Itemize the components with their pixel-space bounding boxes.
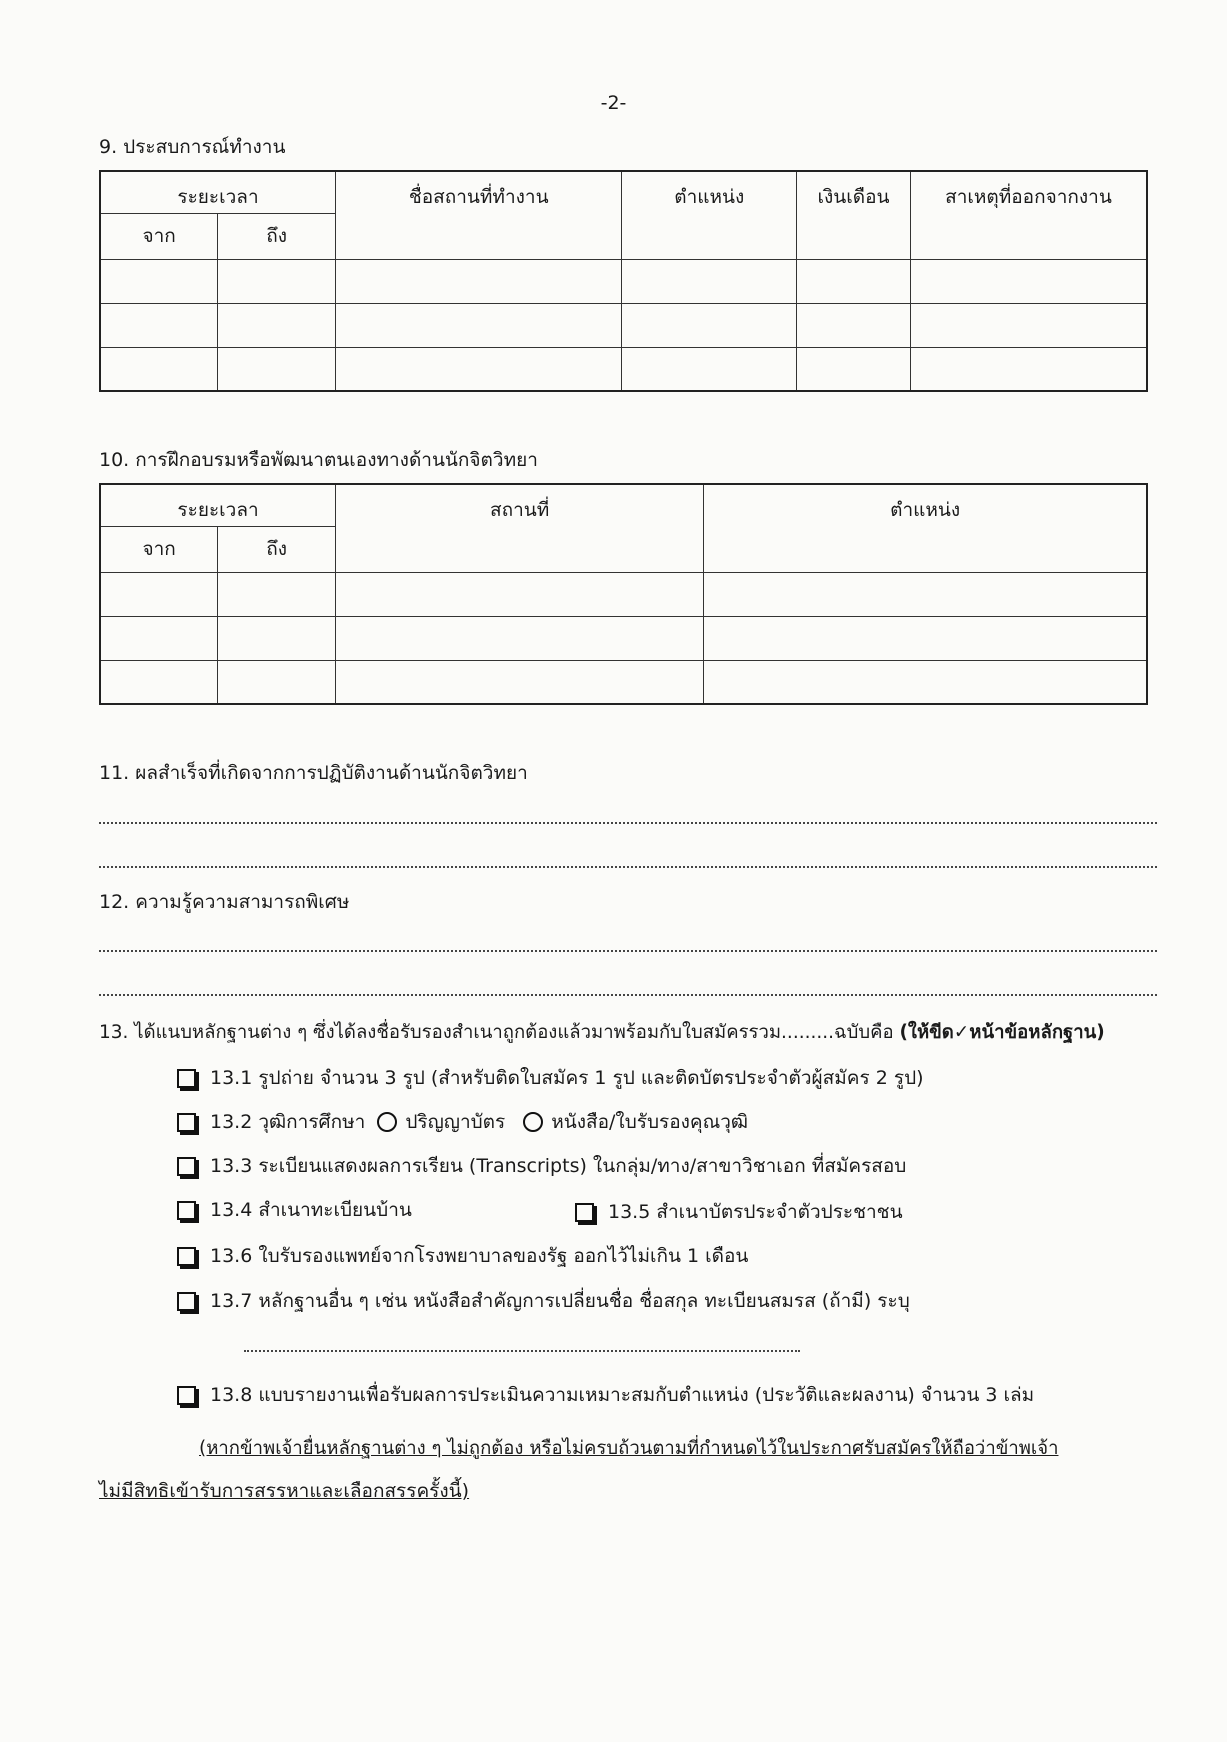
header-from: จาก xyxy=(100,526,218,572)
header-to: ถึง xyxy=(218,526,336,572)
to-cell[interactable] xyxy=(218,572,336,616)
header-salary: เงินเดือน xyxy=(797,171,911,259)
to-cell[interactable] xyxy=(218,303,336,347)
achievement-line-1[interactable] xyxy=(99,822,1157,824)
item-label: 13.1 รูปถ่าย จำนวน 3 รูป (สำหรับติดใบสมัคร 1 รูป และติดบัตรประจำตัวผู้สมัคร 2 รูป) xyxy=(210,1067,924,1089)
header-reason: สาเหตุที่ออกจากงาน xyxy=(910,171,1147,259)
from-cell[interactable] xyxy=(100,616,218,660)
section-10-title: 10. การฝึกอบรมหรือพัฒนาตนเองทางด้านนักจิตวิทยา xyxy=(99,449,538,471)
from-cell[interactable] xyxy=(100,303,218,347)
checkbox-icon[interactable] xyxy=(177,1201,196,1220)
from-cell[interactable] xyxy=(100,347,218,391)
document-item-13-1 xyxy=(177,1063,924,1093)
item-label: 13.3 ระเบียนแสดงผลการเรียน (Transcripts) ในกลุ่ม/ทาง/สาขาวิชาเอก ที่สมัครสอบ xyxy=(210,1155,907,1177)
reason-cell[interactable] xyxy=(910,347,1147,391)
checkbox-icon[interactable] xyxy=(575,1203,594,1222)
from-cell[interactable] xyxy=(100,259,218,303)
position-cell[interactable] xyxy=(704,572,1147,616)
workplace-cell[interactable] xyxy=(336,259,622,303)
position-cell[interactable] xyxy=(704,616,1147,660)
header-from: จาก xyxy=(100,213,218,259)
document-item-13-8 xyxy=(177,1380,1034,1410)
header-position: ตำแหน่ง xyxy=(704,484,1147,572)
disclaimer-line-2: ไม่มีสิทธิเข้ารับการสรรหาและเลือกสรรครั้งนี้) xyxy=(99,1480,470,1502)
option-certificate: หนังสือ/ใบรับรองคุณวุฒิ xyxy=(551,1111,749,1133)
document-item-13-7 xyxy=(177,1286,910,1316)
table-row xyxy=(100,303,1147,347)
table-row xyxy=(100,616,1147,660)
checkbox-icon[interactable] xyxy=(177,1292,196,1311)
to-cell[interactable] xyxy=(218,347,336,391)
checkbox-icon[interactable] xyxy=(177,1247,196,1266)
section-11-title: 11. ผลสำเร็จที่เกิดจากการปฏิบัติงานด้านนักจิตวิทยา xyxy=(99,762,528,784)
radio-circle-icon[interactable] xyxy=(377,1112,397,1132)
checkbox-icon[interactable] xyxy=(177,1157,196,1176)
document-item-13-5 xyxy=(575,1197,903,1227)
position-cell[interactable] xyxy=(704,660,1147,704)
header-workplace: ชื่อสถานที่ทำงาน xyxy=(336,171,622,259)
item-label: 13.8 แบบรายงานเพื่อรับผลการประเมินความเหมาะสมกับตำแหน่ง (ประวัติและผลงาน) จำนวน 3 เล่ม xyxy=(210,1384,1035,1406)
salary-cell[interactable] xyxy=(797,303,911,347)
header-period: ระยะเวลา xyxy=(100,484,336,526)
header-place: สถานที่ xyxy=(336,484,704,572)
place-cell[interactable] xyxy=(336,616,704,660)
document-item-13-6 xyxy=(177,1241,748,1271)
achievement-line-2[interactable] xyxy=(99,866,1157,868)
table-row xyxy=(100,660,1147,704)
item-label: 13.5 สำเนาบัตรประจำตัวประชาชน xyxy=(608,1201,903,1223)
checkbox-icon[interactable] xyxy=(177,1069,196,1088)
item-label: 13.4 สำเนาทะเบียนบ้าน xyxy=(210,1199,412,1221)
table-row xyxy=(100,572,1147,616)
item-label: 13.6 ใบรับรองแพทย์จากโรงพยาบาลของรัฐ ออกไว้ไม่เกิน 1 เดือน xyxy=(210,1245,749,1267)
header-period: ระยะเวลา xyxy=(100,171,336,213)
header-to: ถึง xyxy=(218,213,336,259)
to-cell[interactable] xyxy=(218,616,336,660)
position-cell[interactable] xyxy=(622,303,797,347)
section-13-title xyxy=(99,1018,1105,1047)
workplace-cell[interactable] xyxy=(336,303,622,347)
place-cell[interactable] xyxy=(336,660,704,704)
reason-cell[interactable] xyxy=(910,259,1147,303)
section-13-instruction: (ให้ขีด✓หน้าข้อหลักฐาน) xyxy=(899,1022,1105,1043)
checkbox-icon[interactable] xyxy=(177,1386,196,1405)
to-cell[interactable] xyxy=(218,259,336,303)
from-cell[interactable] xyxy=(100,660,218,704)
workplace-cell[interactable] xyxy=(336,347,622,391)
disclaimer-line-1: (หากข้าพเจ้ายื่นหลักฐานต่าง ๆ ไม่ถูกต้อง หรือไม่ครบถ้วนตามที่กำหนดไว้ในประกาศรับสมัครให้ถือว่าข้าพเจ้า xyxy=(199,1438,1059,1459)
work-experience-table xyxy=(99,170,1148,392)
page-number: -2- xyxy=(600,92,627,114)
other-documents-line[interactable] xyxy=(244,1350,800,1352)
position-cell[interactable] xyxy=(622,347,797,391)
document-item-13-2 xyxy=(177,1107,748,1137)
to-cell[interactable] xyxy=(218,660,336,704)
checkbox-icon[interactable] xyxy=(177,1113,196,1132)
table-row xyxy=(100,347,1147,391)
item-label: 13.7 หลักฐานอื่น ๆ เช่น หนังสือสำคัญการเปลี่ยนชื่อ ชื่อสกุล ทะเบียนสมรส (ถ้ามี) ระบุ xyxy=(210,1290,910,1312)
section-12-title: 12. ความรู้ความสามารถพิเศษ xyxy=(99,891,350,913)
section-9-title: 9. ประสบการณ์ทำงาน xyxy=(99,136,286,158)
skills-line-1[interactable] xyxy=(99,950,1157,952)
training-table xyxy=(99,483,1148,705)
table-row xyxy=(100,259,1147,303)
radio-circle-icon[interactable] xyxy=(523,1112,543,1132)
salary-cell[interactable] xyxy=(797,259,911,303)
item-label: 13.2 วุฒิการศึกษา xyxy=(210,1111,366,1133)
option-degree: ปริญญาบัตร xyxy=(405,1111,506,1133)
position-cell[interactable] xyxy=(622,259,797,303)
document-item-13-3 xyxy=(177,1151,906,1181)
section-13-text: 13. ได้แนบหลักฐานต่าง ๆ ซึ่งได้ลงชื่อรับรองสำเนาถูกต้องแล้วมาพร้อมกับใบสมัครรวม.........ฉบับคือ xyxy=(99,1022,894,1043)
document-item-13-4 xyxy=(177,1195,412,1225)
header-position: ตำแหน่ง xyxy=(622,171,797,259)
place-cell[interactable] xyxy=(336,572,704,616)
from-cell[interactable] xyxy=(100,572,218,616)
salary-cell[interactable] xyxy=(797,347,911,391)
skills-line-2[interactable] xyxy=(99,994,1157,996)
reason-cell[interactable] xyxy=(910,303,1147,347)
